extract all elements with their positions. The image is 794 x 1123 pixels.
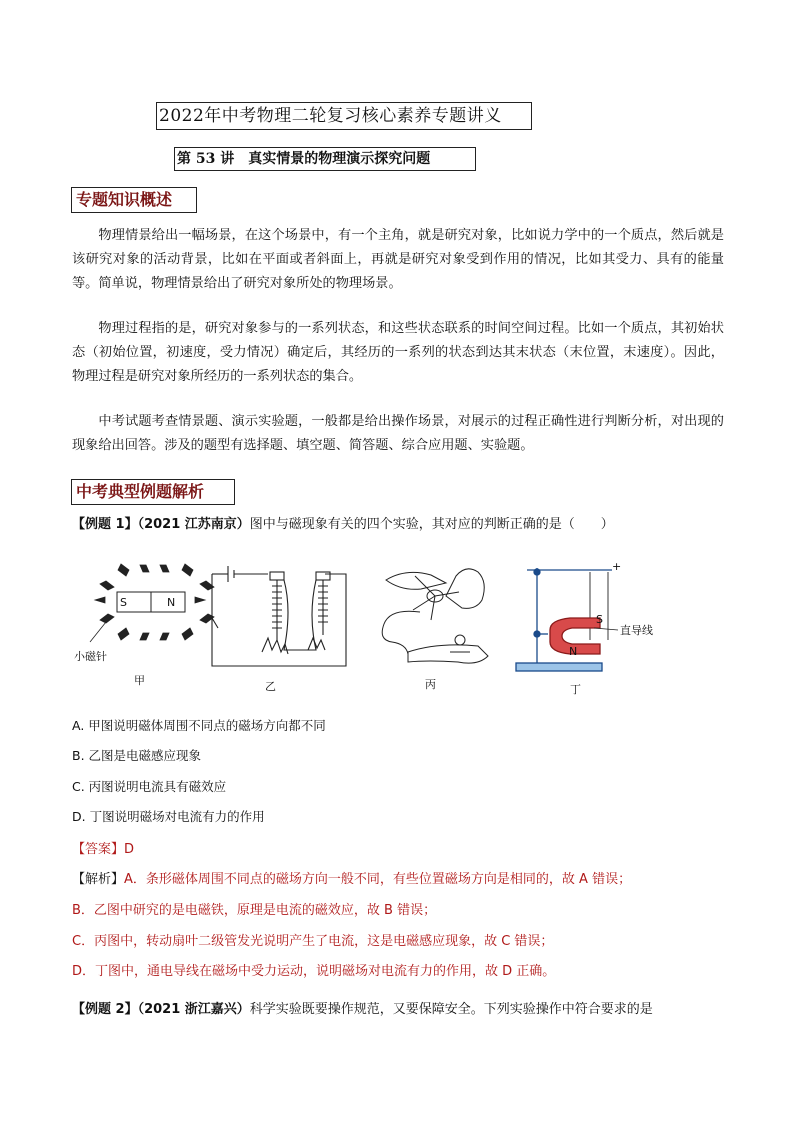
- analysis-line-a: A．条形磁体周围不同点的磁场方向一般不同，有些位置磁场方向是相同的，故 A 错误；: [124, 872, 632, 887]
- example1-option-b: B. 乙图是电磁感应现象: [72, 748, 202, 763]
- analysis-label: 【解析】: [72, 872, 125, 887]
- example1-analysis-a: [72, 871, 631, 889]
- example2-label: 【例题 2】: [72, 1002, 138, 1017]
- example1-option-d: D. 丁图说明磁场对电流有力的作用: [72, 809, 265, 824]
- figure-d-horseshoe-n: N: [569, 645, 578, 658]
- figure-b-electromagnet-circuit: [212, 566, 346, 666]
- example1-analysis-c: C．丙图中，转动扇叶二级管发光说明产生了电流，这是电磁感应现象，故 C 错误；: [72, 934, 554, 949]
- figure-c-caption: 丙: [425, 678, 436, 691]
- figure-d-horseshoe-s: S: [596, 613, 603, 626]
- example2-source: （2021 浙江嘉兴）: [137, 1002, 250, 1017]
- figure-a-magnet-n: N: [167, 596, 176, 609]
- example1-label: 【例题 1】: [72, 517, 138, 532]
- figure-d-caption: 丁: [570, 683, 581, 696]
- example1-option-c: C. 丙图说明电流具有磁效应: [72, 779, 227, 794]
- example1-analysis-d: D．丁图中，通电导线在磁场中受力运动，说明磁场对电流有力的作用，故 D 正确。: [72, 964, 556, 979]
- figure-d-wire-label: 直导线: [620, 624, 653, 637]
- figure-d-plus-sign: +: [612, 560, 622, 573]
- example1-question-text: 图中与磁现象有关的四个实验，其对应的判断正确的是（ ）: [249, 517, 614, 532]
- overview-paragraph-2: 物理过程指的是，研究对象参与的一系列状态，和这些状态联系的时间空间过程。比如一个质点，其初始状态（初始位置，初速度，受力情况）确定后，其经历的一系列的状态到达其末状态（末位置，末速度）。因此，物理过程是研究对象所经历的一系列状态的集合。: [72, 321, 724, 384]
- lecture-title: 第 53 讲 真实情景的物理演示探究问题: [174, 147, 476, 171]
- answer-label: 【答案】: [72, 842, 125, 857]
- example1-source: （2021 江苏南京）: [137, 517, 250, 532]
- example1-analysis-b: B．乙图中研究的是电磁铁，原理是电流的磁效应，故 B 错误；: [72, 903, 437, 918]
- example2-question-text: 科学实验既要操作规范，又要保障安全。下列实验操作中符合要求的是: [249, 1002, 653, 1017]
- figure-a-caption: 甲: [134, 674, 145, 687]
- figure-a-compass-needles: [90, 564, 214, 642]
- section-examples-title: 中考典型例题解析: [71, 479, 235, 505]
- figure-c-fan-generator: [382, 569, 488, 663]
- section-overview-title: 专题知识概述: [71, 187, 197, 213]
- example1-answer: [72, 841, 134, 859]
- overview-paragraph-1: 物理情景给出一幅场景，在这个场景中，有一个主角，就是研究对象，比如说力学中的一个质点，然后就是该研究对象的活动背景，比如在平面或者斜面上，再就是研究对象受到作用的情况，比如其受力、具有的能量等。简单说，物理情景给出了研究对象所处的物理场景。: [72, 228, 724, 291]
- figure-a-small-needle-label: 小磁针: [74, 650, 107, 663]
- document-title: 2022年中考物理二轮复习核心素养专题讲义: [156, 102, 532, 130]
- answer-value: D: [124, 842, 135, 857]
- figure-b-caption: 乙: [265, 680, 276, 693]
- example2-question: [72, 1000, 653, 1020]
- example1-option-a: A. 甲图说明磁体周围不同点的磁场方向都不同: [72, 718, 326, 733]
- overview-paragraph-3: 中考试题考查情景题、演示实验题，一般都是给出操作场景，对展示的过程正确性进行判断分析，对出现的现象给出回答。涉及的题型有选择题、填空题、简答题、综合应用题、实验题。: [72, 414, 724, 453]
- figure-a-magnet-s: S: [120, 596, 127, 609]
